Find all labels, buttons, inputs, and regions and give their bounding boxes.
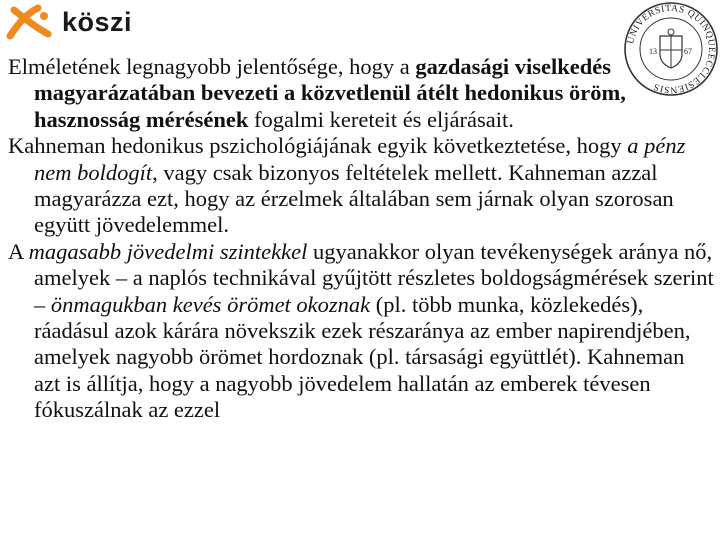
paragraph-3 bbox=[8, 239, 714, 424]
seal-year-left: 13 bbox=[649, 47, 657, 56]
p3-text-mid: ugyanakkor olyan tevékenységek aránya nő, amelyek – a naplós technikával gyűjtött részletes boldogságmérések szerint – bbox=[34, 238, 714, 317]
p1-text-end: fogalmi kereteit és eljárásait. bbox=[248, 106, 514, 132]
paragraph-1 bbox=[8, 54, 714, 133]
seal-year-right: 67 bbox=[684, 47, 692, 56]
p2-text: Kahneman hedonikus pszichológiájának egyik következtetése, hogy bbox=[8, 133, 628, 159]
p1-bold: gazdasági viselkedés magyarázatában bevezeti a közvetlenül átélt hedonikus öröm, hasznosság mérésének bbox=[34, 54, 626, 132]
seal-text: UNIVERSITAS QUINQUEECCLESIENSIS bbox=[626, 3, 717, 95]
p3-italic-2: önmagukban kevés örömet okoznak bbox=[50, 291, 371, 317]
paragraph-2 bbox=[8, 133, 714, 239]
p3-text: A bbox=[8, 238, 29, 264]
logo-text: köszi bbox=[62, 6, 133, 37]
p2-italic: a pénz nem boldogít bbox=[34, 133, 686, 185]
slide-body bbox=[8, 54, 714, 424]
ribbon-icon bbox=[4, 2, 56, 42]
p3-text-end: (pl. több munka, közlekedés), ráadásul azok kárára növekszik ezek részaránya az ember napirendjében, amelyek nagyobb örömet hordoznak (pl. társasági együttlét). Kahneman azt is állítja, hogy a nagyobb jövedelem hallatán az emberek tévesen fókuszálnak az ezzel bbox=[34, 291, 691, 423]
p3-italic-1: magasabb jövedelmi szintekkel bbox=[28, 238, 308, 264]
p1-text: Elméletének legnagyobb jelentősége, hogy a bbox=[8, 54, 416, 79]
p2-text-end: , vagy csak bizonyos feltételek mellett. Kahneman azzal magyarázza ezt, hogy az érzelmek általában sem járnak olyan szorosan együtt jövedelemmel. bbox=[34, 159, 674, 238]
koszi-logo bbox=[4, 2, 132, 42]
